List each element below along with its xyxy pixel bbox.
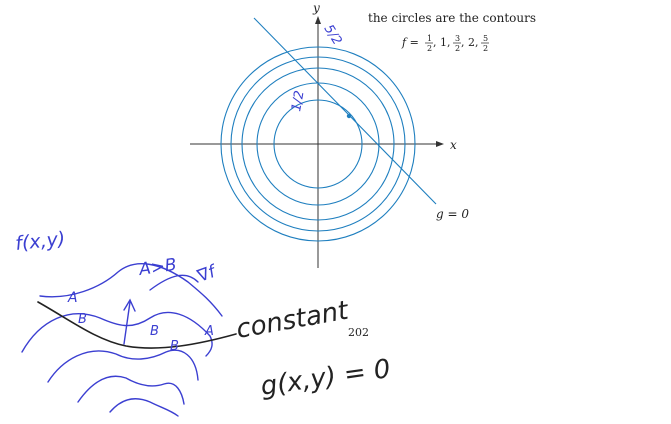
hand-label-constant: constant [234,295,351,345]
caption-value-5-2: 5 [483,34,489,43]
hand-point-b: B [170,339,179,354]
annotation-top-five-halves: 5/2 [320,22,345,48]
hand-label-constraint: g(x,y) = 0 [258,354,393,402]
contour-diagram [190,1,536,268]
tangent-point [347,114,351,118]
hand-sketch [22,264,222,416]
caption-value-2: 2 [468,36,475,49]
caption-line1: the circles are the contours [368,11,537,25]
caption-value-3-2-den: 2 [455,44,461,53]
caption-value-1-2: 1 [427,34,433,43]
caption-value-5-2-den: 2 [483,44,489,53]
caption-sep-3: , [461,36,465,49]
hand-label-gradient: ∇f [194,261,219,287]
hand-label-order: A>B [137,254,178,280]
caption-value-1: 1 [440,36,447,49]
caption-value-3-2: 3 [455,34,461,43]
caption-f: f = [402,36,419,49]
y-axis-arrow [315,16,321,24]
x-axis-arrow [436,141,444,147]
caption-value-1-2-den: 2 [427,44,433,53]
x-axis-label: x [450,138,457,152]
caption-formula [401,34,489,53]
hand-label-function: f(x,y) [14,227,67,255]
sketch-gradient-arrow [124,300,135,344]
sketch-contour-2 [22,312,212,356]
hand-point-b: B [150,324,159,339]
page-number: 202 [348,326,369,339]
annotation-inner-half: 1/2 [289,89,308,113]
constraint-label: g = 0 [436,207,469,221]
y-axis-label: y [313,1,320,15]
sketch-contour-5 [110,399,178,416]
sketch-contour-4 [78,376,184,404]
hand-point-a: A [205,324,214,339]
hand-point-b: B [78,312,87,327]
hand-point-a: A [68,290,78,306]
caption-sep-2: , [447,36,451,49]
caption-sep-1: , [433,36,437,49]
caption-sep-4: , [475,36,479,49]
